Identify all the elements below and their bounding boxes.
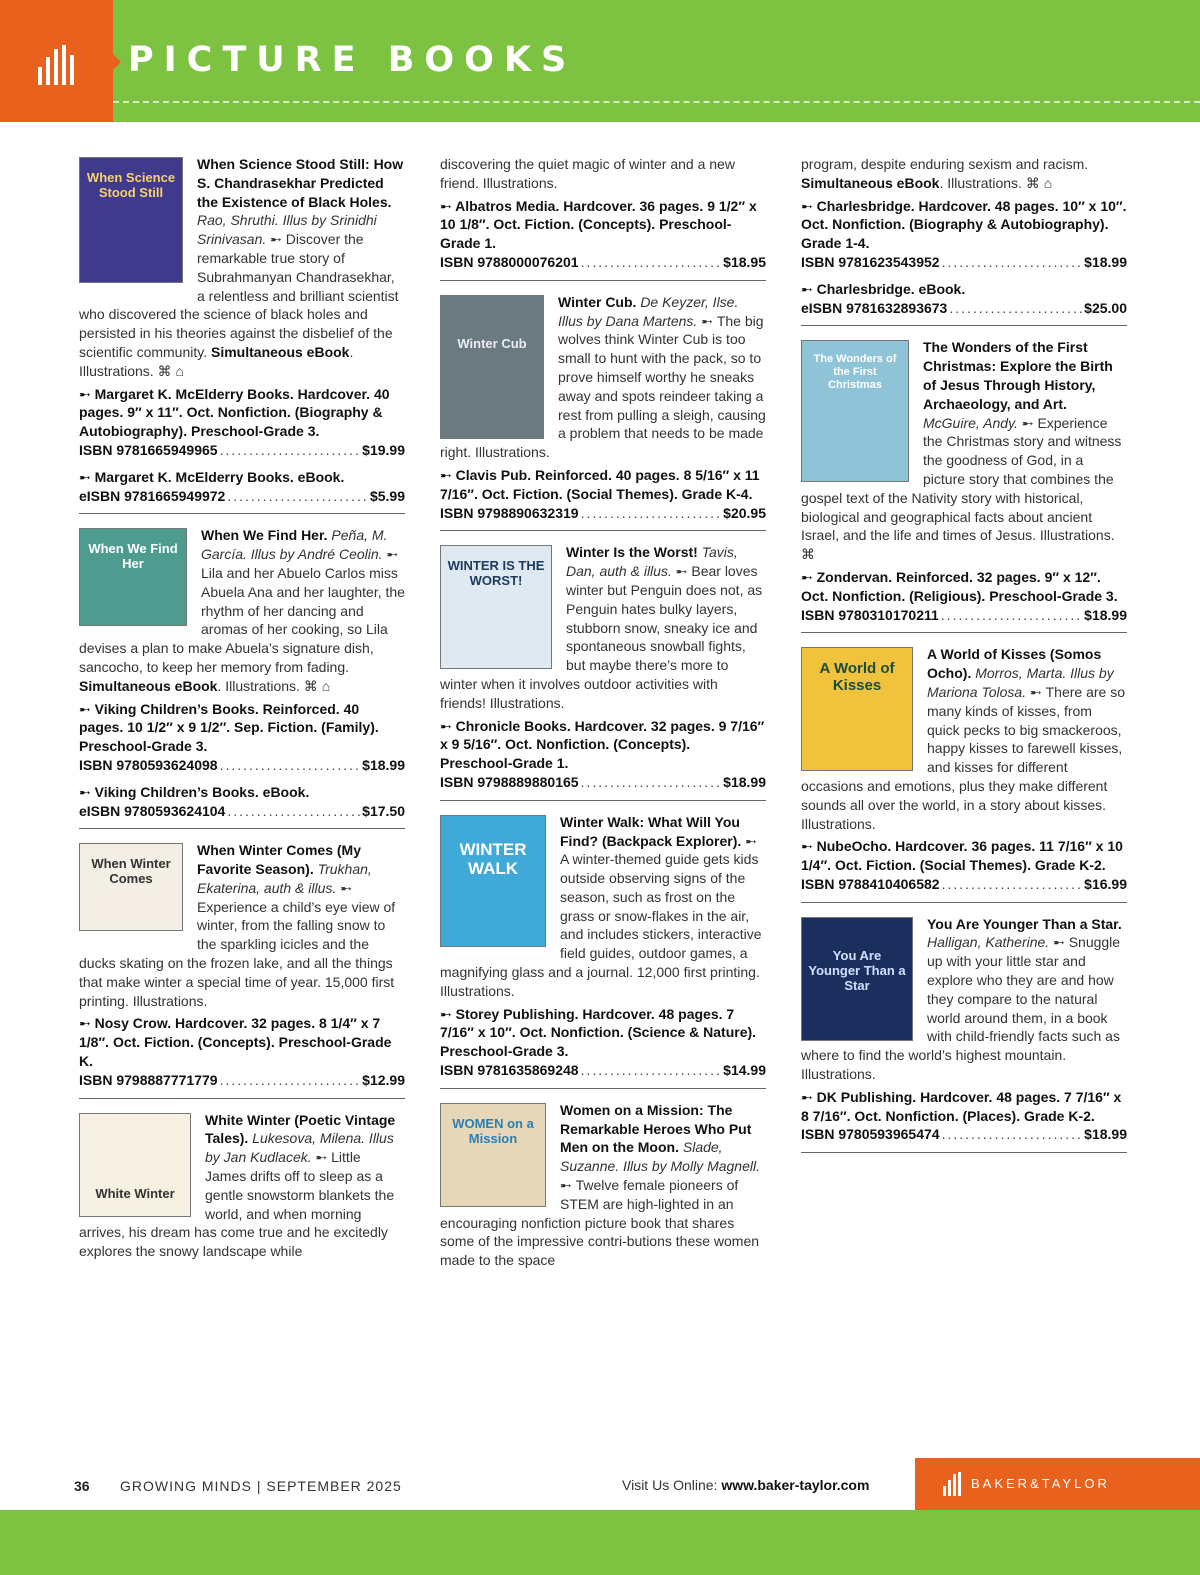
book-author: Peña, M. García. Illus by André Ceolin. bbox=[201, 527, 388, 563]
cover-title: Winter Cub bbox=[457, 335, 527, 351]
publisher-info: ➸ Albatros Media. Hardcover. 36 pages. 9 1/2″ x 10 1/8″. Oct. Fiction. (Concepts). Preschool-Grade 1. bbox=[440, 197, 757, 252]
publisher-info: ➸ Nosy Crow. Hardcover. 32 pages. 8 1/4″ x 7 1/8″. Oct. Fiction. (Concepts). Preschool-Grade K. bbox=[79, 1015, 392, 1070]
cover-title: When Science Stood Still bbox=[86, 170, 176, 200]
arrow-icon: ➸ bbox=[701, 312, 717, 329]
publisher-info: ➸ Chronicle Books. Hardcover. 32 pages. 9 7/16″ x 9 5/16″. Oct. Nonfiction. (Concepts). Preschool-Grade 1. bbox=[440, 717, 765, 772]
arrow-icon: ➸ bbox=[440, 717, 456, 734]
book-description: Lila and her Abuelo Carlos miss Abuela Ana and her laughter, the rhythm of her dancing and aromas of her cooking, so Lila devises a plan to make Abuela’s signature dish, sancocho, to keep her memory from fading. bbox=[79, 564, 405, 675]
arrow-icon: ➸ bbox=[386, 546, 399, 563]
publisher-info: ➸ Clavis Pub. Reinforced. 40 pages. 8 5/16″ x 11 7/16″. Oct. Fiction. (Social Themes). Grade K-4. bbox=[440, 466, 760, 502]
isbn-line: ISBN 9780310170211 ..... $18.99 bbox=[801, 606, 1127, 625]
website-link[interactable]: www.baker-taylor.com bbox=[721, 1477, 870, 1493]
isbn-line: ISBN 9798887771779 ..... $12.99 bbox=[79, 1071, 405, 1090]
arrow-icon: ➸ bbox=[79, 385, 95, 402]
book-entry bbox=[79, 841, 405, 1098]
book-author: Halligan, Katherine. bbox=[927, 934, 1050, 951]
price: $18.99 bbox=[1084, 253, 1127, 270]
book-author: Morros, Marta. Illus by Mariona Tolosa. bbox=[927, 665, 1114, 700]
arrow-icon: ➸ bbox=[315, 1149, 332, 1166]
page-title: PICTURE BOOKS bbox=[128, 40, 577, 80]
book-entry-continued bbox=[440, 155, 766, 281]
book-title[interactable]: Winter Is the Worst! bbox=[566, 544, 698, 561]
arrow-icon: ➸ bbox=[801, 568, 817, 585]
book-description: Experience a child’s eye view of winter, from the falling snow to the sparkling icicles and the ducks skating on the frozen lake, and all the things that make winter a special time of year. 15,000 first printing. Illustrations. bbox=[79, 898, 396, 1009]
price: $5.99 bbox=[369, 487, 405, 504]
header-dashed-line bbox=[113, 101, 1200, 103]
page-number: 36 bbox=[74, 1478, 90, 1494]
book-title[interactable]: Women on a Mission: The Remarkable Heroes Who Put Men on the Moon. bbox=[560, 1101, 752, 1156]
book-entry bbox=[440, 543, 766, 800]
book-author: Tavis, Dan, auth & illus. bbox=[566, 544, 738, 580]
price: $18.99 bbox=[1084, 1126, 1127, 1143]
isbn-line: ISBN 9781635869248 ..... $14.99 bbox=[440, 1061, 766, 1080]
price: $18.99 bbox=[362, 756, 405, 773]
book-title[interactable]: When We Find Her. bbox=[201, 527, 328, 544]
cover-title: WINTER IS THE WORST! bbox=[447, 558, 545, 589]
book-cover[interactable] bbox=[440, 545, 552, 669]
book-entry bbox=[79, 526, 405, 829]
isbn-line: ISBN 9780593965474 ..... $18.99 bbox=[801, 1125, 1127, 1144]
isbn-line: ISBN 9798890632319 ..... $20.95 bbox=[440, 504, 766, 523]
cover-title: A World of Kisses bbox=[819, 660, 895, 695]
book-cover[interactable] bbox=[801, 647, 913, 771]
price: $14.99 bbox=[723, 1062, 766, 1079]
book-description: Snuggle up with your little star and explore who they are and how they compare to the natural world around them, in a book with child-friendly facts such as where to find the world’s highest mountain. Illustrations. bbox=[801, 934, 1121, 1083]
price: $20.95 bbox=[723, 504, 766, 521]
cover-title: White Winter bbox=[95, 1185, 175, 1201]
extra-note: . Illustrations. ⌘ ⌂ bbox=[79, 343, 354, 379]
publisher-info: ➸ Viking Children’s Books. Reinforced. 40 pages. 10 1/2″ x 9 1/2″. Sep. Fiction. (Family). Preschool-Grade 3. bbox=[79, 700, 379, 755]
arrow-icon: ➸ bbox=[801, 197, 817, 214]
isbn-line: ISBN 9781623543952 ..... $18.99 bbox=[801, 253, 1127, 272]
publisher-info: ➸ Margaret K. McElderry Books. Hardcover. 40 pages. 9″ x 11″. Oct. Nonfiction. (Biography & Autobiography). Preschool-Grade 3. bbox=[79, 385, 390, 440]
bottom-bar bbox=[0, 1510, 1200, 1575]
arrow-icon: ➸ bbox=[79, 700, 95, 717]
book-title[interactable]: You Are Younger Than a Star. bbox=[927, 915, 1122, 932]
book-cover[interactable] bbox=[440, 815, 546, 947]
isbn-line: ISBN 9788410406582 ..... $16.99 bbox=[801, 875, 1127, 894]
arrow-icon: ➸ bbox=[801, 280, 817, 297]
book-entry bbox=[801, 915, 1127, 1154]
book-title[interactable]: Winter Walk: What Will You Find? (Backpack Explorer). bbox=[560, 813, 742, 849]
book-entry bbox=[79, 155, 405, 514]
book-entry bbox=[801, 338, 1127, 633]
book-author: McGuire, Andy. bbox=[923, 414, 1018, 431]
arrow-icon: ➸ bbox=[745, 832, 757, 849]
book-author: Slade, Suzanne. Illus by Molly Magnell. bbox=[560, 1139, 760, 1175]
publisher-info-ebook: ➸ Charlesbridge. eBook. bbox=[801, 280, 966, 297]
book-author: Trukhan, Ekaterina, auth & illus. bbox=[197, 861, 372, 896]
book-title[interactable]: A World of Kisses (Somos Ocho). bbox=[927, 646, 1102, 682]
publisher-info-ebook: ➸ Viking Children’s Books. eBook. bbox=[79, 783, 310, 800]
arrow-icon: ➸ bbox=[340, 879, 352, 896]
book-title[interactable]: Winter Cub. bbox=[558, 293, 637, 310]
cover-title: You Are Younger Than a Star bbox=[808, 947, 906, 993]
visit-label: Visit Us Online: bbox=[622, 1477, 722, 1493]
book-title[interactable]: When Winter Comes (My Favorite Season). bbox=[197, 842, 361, 878]
book-description: There are so many kinds of kisses, from quick pecks to big smackeroos, happy kisses to farewell kisses, and kisses for different occasions and emotions, plus they make different sounds all over the world, in a story about kisses. Illustrations. bbox=[801, 683, 1125, 832]
ebook-note: Simultaneous eBook bbox=[79, 677, 218, 694]
arrow-icon: ➸ bbox=[79, 468, 95, 485]
price: $16.99 bbox=[1084, 875, 1127, 892]
eisbn-line: eISBN 9781632893673 ..... $25.00 bbox=[801, 299, 1127, 318]
ebook-note: Simultaneous eBook bbox=[801, 174, 940, 191]
book-description: Discover the remarkable true story of Subrahmanyan Chandrasekhar, a relentless and brilliant scientist who discovered the science of black holes and persisted in his theories against the disbelief of the scientific community. bbox=[79, 231, 399, 360]
book-entry bbox=[440, 293, 766, 532]
footer-brand bbox=[915, 1458, 1200, 1510]
arrow-icon: ➸ bbox=[1029, 683, 1046, 700]
column-3 bbox=[801, 155, 1127, 1165]
publisher-info: ➸ Zondervan. Reinforced. 32 pages. 9″ x 12″. Oct. Nonfiction. (Religious). Preschool-Grade 3. bbox=[801, 568, 1118, 604]
arrow-icon: ➸ bbox=[1021, 414, 1038, 431]
price: $25.00 bbox=[1084, 299, 1127, 316]
isbn-line: ISBN 9798889880165 ..... $18.99 bbox=[440, 773, 766, 792]
book-description: Experience the Christmas story and witness the goodness of God, in a picture story that combines the gospel text of the Nativity story with historical, biological and geographical facts about ancient Israel, and the life and times of Jesus. Illustrations. ⌘ bbox=[801, 414, 1122, 563]
book-cover[interactable] bbox=[79, 157, 183, 283]
extra-note: . Illustrations. ⌘ ⌂ bbox=[217, 677, 331, 694]
arrow-icon: ➸ bbox=[440, 466, 456, 483]
book-title[interactable]: White Winter (Poetic Vintage Tales). bbox=[205, 1111, 396, 1147]
eisbn-line: eISBN 9780593624104 ..... $17.50 bbox=[79, 802, 405, 821]
arrow-icon: ➸ bbox=[79, 1015, 95, 1032]
cover-title: WINTER WALK bbox=[459, 839, 527, 878]
book-description: Little James drifts off to sleep as a gentle snowstorm blankets the world, and when morning arrives, his dream has come true and he excitedly explores the snowy landscape while bbox=[79, 1149, 395, 1260]
price: $18.95 bbox=[723, 253, 766, 270]
cover-title: When Winter Comes bbox=[91, 856, 171, 887]
cover-title: The Wonders of the First Christmas bbox=[813, 353, 897, 392]
column-1 bbox=[79, 155, 405, 1273]
arrow-icon: ➸ bbox=[440, 197, 456, 214]
cover-title: When We Find Her bbox=[88, 541, 178, 572]
isbn-line: ISBN 9781665949965 ..... $19.99 bbox=[79, 441, 405, 460]
book-cover[interactable] bbox=[79, 1113, 191, 1217]
book-entry bbox=[440, 813, 766, 1089]
price: $19.99 bbox=[362, 441, 405, 458]
arrow-icon: ➸ bbox=[801, 838, 817, 855]
eisbn-line: eISBN 9781665949972 ..... $5.99 bbox=[79, 487, 405, 506]
book-cover[interactable] bbox=[79, 528, 187, 626]
price: $18.99 bbox=[723, 773, 766, 790]
book-description: Twelve female pioneers of STEM are high-lighted in an encouraging nonfiction picture book that shares some of the impressive contri-butions these women made to the space bbox=[440, 1177, 760, 1269]
book-cover[interactable] bbox=[440, 1103, 546, 1207]
book-description: program, despite enduring sexism and racism. bbox=[801, 156, 1089, 172]
visit-online bbox=[622, 1477, 869, 1493]
arrow-icon: ➸ bbox=[1053, 934, 1069, 951]
publisher-info: ➸ Charlesbridge. Hardcover. 48 pages. 10″ x 10″. Oct. Nonfiction. (Biography & Autobiography). Grade 1-4. bbox=[801, 197, 1127, 252]
cover-title: WOMEN on a Mission bbox=[452, 1115, 534, 1146]
isbn-line: ISBN 9788000076201 ..... $18.95 bbox=[440, 253, 766, 272]
book-author: Rao, Shruthi. Illus by Srinidhi Srinivasan. bbox=[197, 212, 377, 248]
book-entry bbox=[801, 645, 1127, 902]
book-author: De Keyzer, Ilse. Illus by Dana Martens. bbox=[558, 293, 739, 329]
book-cover[interactable] bbox=[801, 917, 913, 1041]
arrow-icon: ➸ bbox=[801, 1088, 817, 1105]
arrow-icon: ➸ bbox=[675, 563, 692, 580]
publisher-info: ➸ DK Publishing. Hardcover. 48 pages. 7 7/16″ x 8 7/16″. Oct. Nonfiction. (Places). Grade K-2. bbox=[801, 1088, 1122, 1124]
arrow-icon: ➸ bbox=[560, 1177, 576, 1194]
book-title[interactable]: When Science Stood Still: How S. Chandrasekhar Predicted the Existence of Black Holes. bbox=[197, 156, 404, 210]
price: $17.50 bbox=[362, 802, 405, 819]
isbn-line: ISBN 9780593624098 ..... $18.99 bbox=[79, 756, 405, 775]
book-cover[interactable] bbox=[79, 843, 183, 931]
column-2 bbox=[440, 155, 766, 1282]
publisher-info-ebook: ➸ Margaret K. McElderry Books. eBook. bbox=[79, 468, 345, 485]
ebook-note: Simultaneous eBook bbox=[211, 343, 350, 360]
arrow-icon: ➸ bbox=[440, 1005, 456, 1022]
arrow-icon: ➸ bbox=[79, 783, 95, 800]
book-entry bbox=[79, 1111, 405, 1261]
brand-name: BAKER&TAYLOR bbox=[971, 1476, 1110, 1491]
book-cover[interactable] bbox=[440, 295, 544, 439]
book-entry-continued bbox=[801, 155, 1127, 326]
magazine-issue: GROWING MINDS | SEPTEMBER 2025 bbox=[120, 1478, 402, 1494]
book-description: discovering the quiet magic of winter and a new friend. Illustrations. bbox=[440, 156, 735, 191]
publisher-info: ➸ Storey Publishing. Hardcover. 48 pages. 7 7/16″ x 10″. Oct. Nonfiction. (Science & Nature). Preschool-Grade 3. bbox=[440, 1005, 757, 1060]
book-description: The big wolves think Winter Cub is too small to hunt with the pack, so to prove himself worthy he sneaks away and spots reindeer taking a rest from pulling a sleigh, causing a problem that needs to be made right. Illustrations. bbox=[440, 312, 766, 461]
extra-note: . Illustrations. ⌘ ⌂ bbox=[939, 174, 1053, 191]
book-description: Bear loves winter but Penguin does not, as Penguin hates bulky layers, stubborn snow, sneaky ice and spontaneous snowball fights, but maybe there’s more to winter when it involves outdoor activities with friends! Illustrations. bbox=[440, 563, 763, 711]
book-cover[interactable] bbox=[801, 340, 909, 482]
logo-notch bbox=[111, 52, 121, 72]
price: $12.99 bbox=[362, 1071, 405, 1088]
price: $18.99 bbox=[1084, 606, 1127, 623]
arrow-icon: ➸ bbox=[270, 231, 286, 248]
book-description: A winter-themed guide gets kids outside observing signs of the season, such as frost on the grass or snow-flakes in the air, and includes stickers, interactive field guides, outdoor games, a magnifying glass and a journal. 12,000 first printing. Illustrations. bbox=[440, 851, 762, 999]
books-logo-icon bbox=[38, 43, 78, 85]
book-title[interactable]: The Wonders of the First Christmas: Explore the Birth of Jesus Through History, Archaeology, and Art. bbox=[923, 339, 1113, 412]
book-author: Lukesova, Milena. Illus by Jan Kudlacek. bbox=[205, 1130, 394, 1166]
brand-logo-icon bbox=[943, 1472, 965, 1496]
brand-logo bbox=[0, 0, 113, 122]
book-entry bbox=[440, 1101, 766, 1270]
publisher-info: ➸ NubeOcho. Hardcover. 36 pages. 11 7/16″ x 10 1/4″. Oct. Fiction. (Social Themes). Grade K-2. bbox=[801, 838, 1123, 874]
